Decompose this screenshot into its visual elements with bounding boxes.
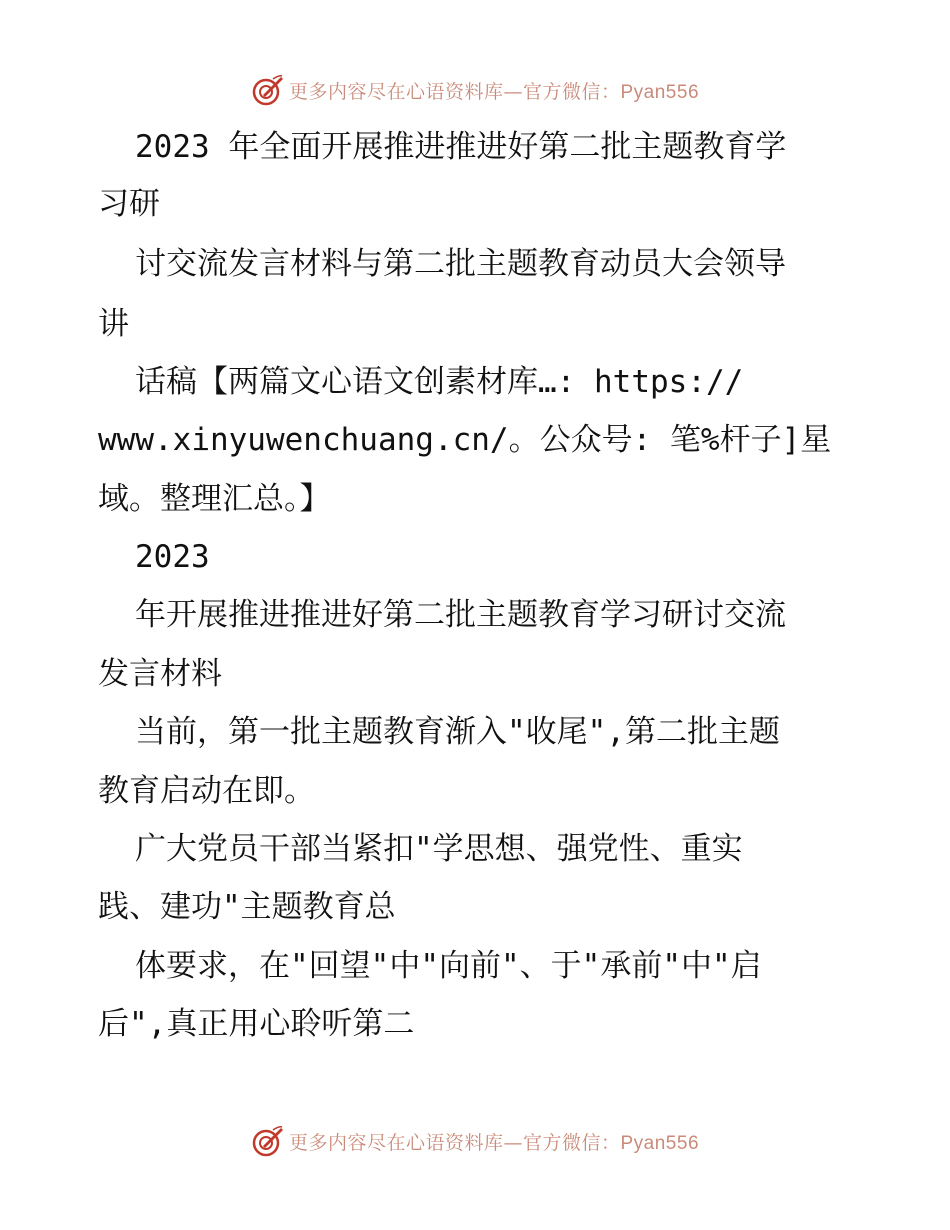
banner-contact-id: Pyan556	[620, 81, 700, 103]
text-line: 教育启动在即。	[98, 773, 315, 809]
text-line: 发言材料	[98, 656, 222, 692]
text-line: 习研	[98, 186, 160, 222]
text-line: 2023 年全面开展推进推进好第二批主题教育学	[135, 129, 787, 165]
banner-separator: —	[503, 1131, 523, 1154]
text-line: 2023	[135, 539, 210, 575]
text-line: 当前，第一批主题教育渐入"收尾",第二批主题	[135, 714, 780, 750]
banner-separator: —	[503, 80, 523, 103]
banner-title: 更多内容尽在心语资料库	[288, 1131, 504, 1154]
text-line: 后",真正用心聆听第二	[98, 1006, 415, 1042]
text-line: 广大党员干部当紧扣"学思想、强党性、重实	[135, 831, 743, 867]
text-line: 域。整理汇总。】	[98, 481, 331, 517]
quill-logo-icon	[251, 1124, 285, 1158]
text-line: 讲	[98, 306, 129, 342]
text-line: 年开展推进推进好第二批主题教育学习研讨交流	[135, 597, 786, 633]
header-banner[interactable]	[0, 70, 950, 110]
text-line: 讨交流发言材料与第二批主题教育动员大会领导	[135, 246, 786, 282]
banner-contact-label: 官方微信：	[522, 1131, 621, 1154]
text-line: 话稿【两篇文心语文创素材库…: https://	[135, 364, 744, 400]
banner-contact-id: Pyan556	[620, 1132, 700, 1154]
text-line: 体要求，在"回望"中"向前"、于"承前"中"启	[135, 948, 762, 984]
text-line: www.xinyuwenchuang.cn/。公众号: 笔%杆子]星	[98, 422, 832, 458]
banner-title: 更多内容尽在心语资料库	[288, 80, 504, 103]
banner-contact-label: 官方微信：	[522, 80, 621, 103]
quill-logo-icon	[251, 73, 285, 107]
text-line: 践、建功"主题教育总	[98, 889, 396, 925]
footer-banner[interactable]	[0, 1121, 950, 1161]
